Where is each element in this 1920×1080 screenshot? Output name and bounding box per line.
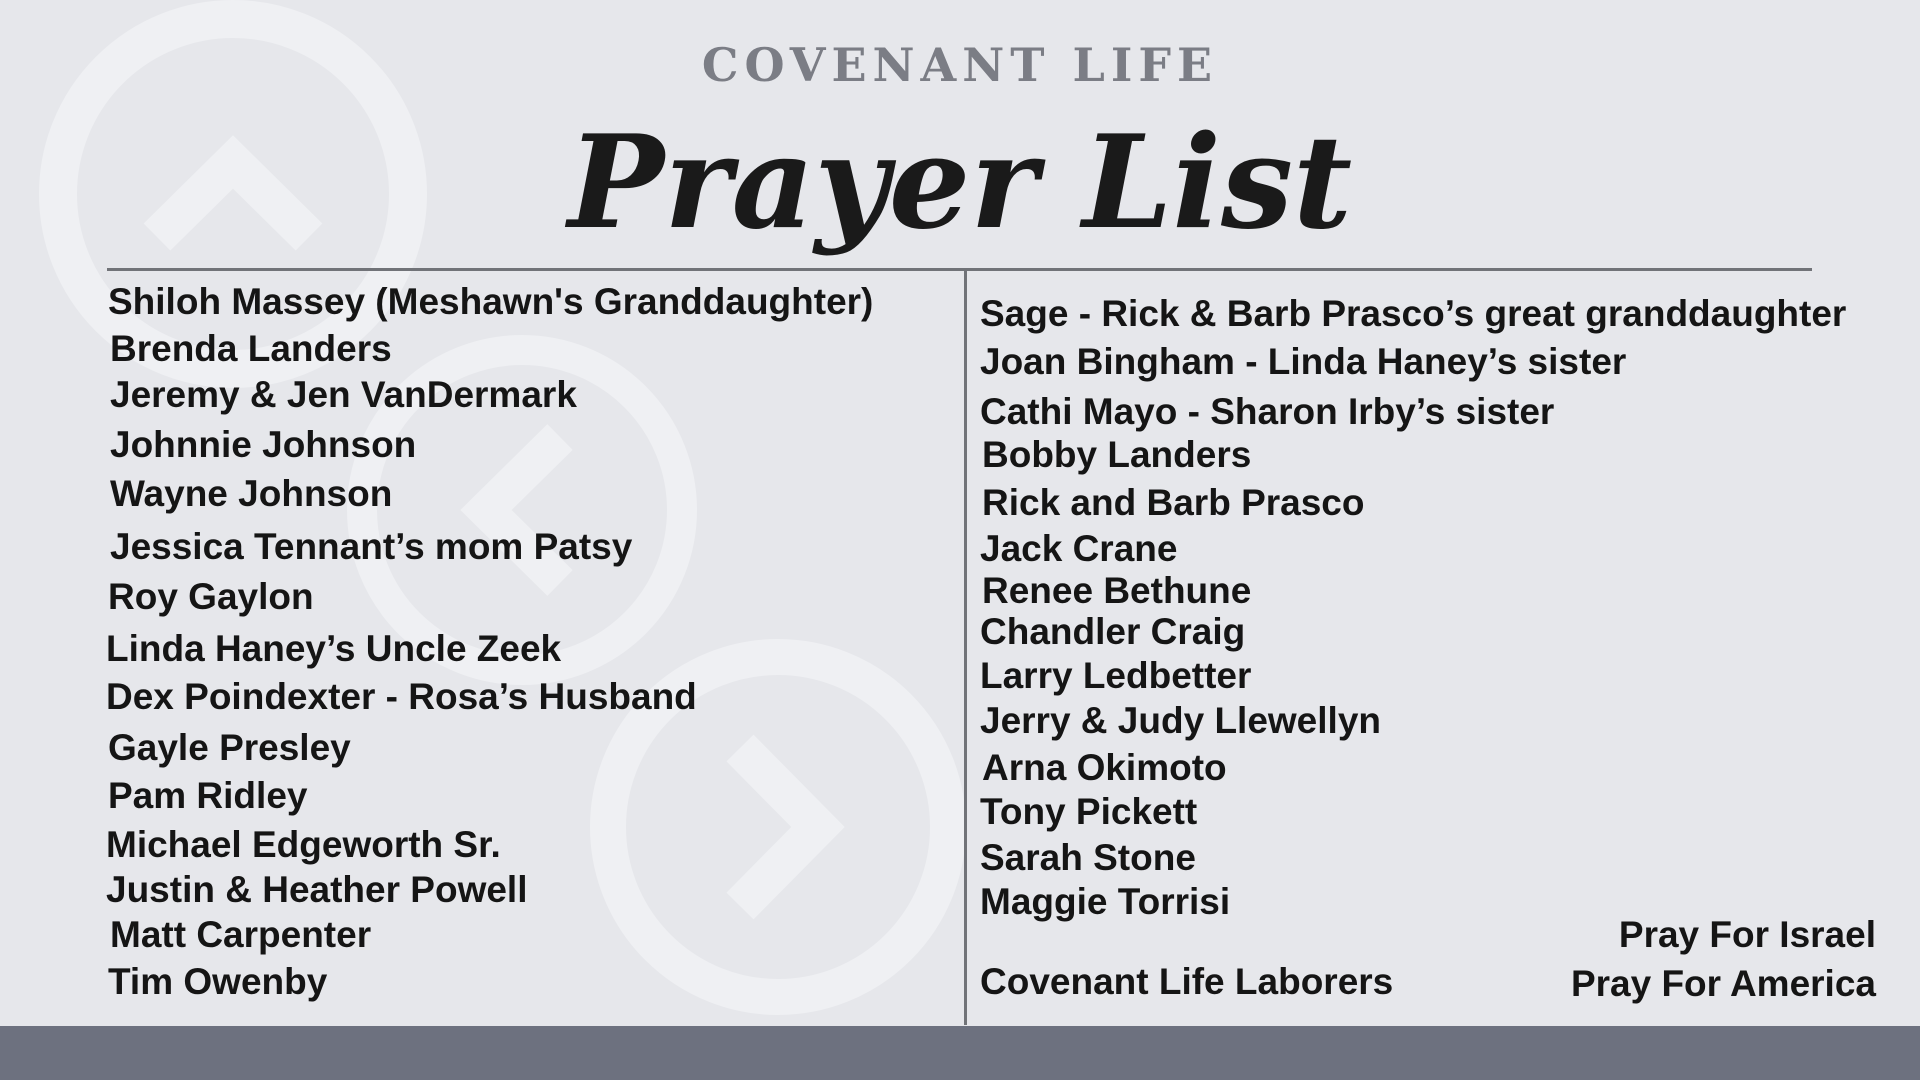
right-list-item: Larry Ledbetter (980, 655, 1252, 696)
right-list-item: Joan Bingham - Linda Haney’s sister (980, 341, 1627, 382)
right-list-item: Renee Bethune (982, 570, 1252, 611)
right-list-item: Jack Crane (980, 528, 1178, 569)
left-list-item: Brenda Landers (110, 328, 392, 369)
page-title: Prayer List (567, 108, 1353, 258)
right-list-item: Covenant Life Laborers (980, 961, 1394, 1002)
left-list-item: Gayle Presley (108, 727, 351, 768)
left-list-item: Jeremy & Jen VanDermark (110, 374, 577, 415)
pray-for-israel: Pray For Israel (1618, 914, 1876, 955)
right-list-item: Cathi Mayo - Sharon Irby’s sister (980, 391, 1555, 432)
left-list-item: Dex Poindexter - Rosa’s Husband (106, 676, 697, 717)
column-divider (964, 270, 967, 1025)
right-list-item: Rick and Barb Prasco (982, 482, 1365, 523)
left-list-item: Justin & Heather Powell (106, 869, 528, 910)
left-list-item: Tim Owenby (108, 961, 328, 1002)
right-list-item: Sage - Rick & Barb Prasco’s great granddaughter (980, 293, 1847, 334)
right-list-item: Chandler Craig (980, 611, 1246, 652)
right-list-item: Tony Pickett (980, 791, 1198, 832)
left-list-item: Wayne Johnson (110, 473, 393, 514)
right-list-item: Maggie Torrisi (980, 881, 1231, 922)
header-divider (107, 268, 1812, 271)
left-list-item: Jessica Tennant’s mom Patsy (110, 526, 633, 567)
left-list-item: Pam Ridley (108, 775, 308, 816)
left-list-item: Shiloh Massey (Meshawn's Granddaughter) (108, 281, 874, 322)
right-list-item: Sarah Stone (980, 837, 1196, 878)
left-list-item: Linda Haney’s Uncle Zeek (106, 628, 562, 669)
left-list-item: Matt Carpenter (110, 914, 372, 955)
church-name: COVENANT LIFE (701, 38, 1219, 92)
pray-for-america: Pray For America (1570, 963, 1876, 1004)
left-list-item: Michael Edgeworth Sr. (106, 824, 501, 865)
right-list-item: Jerry & Judy Llewellyn (980, 700, 1382, 741)
left-list-item: Johnnie Johnson (110, 424, 417, 465)
left-list-item: Roy Gaylon (108, 576, 314, 617)
right-list-item: Bobby Landers (982, 434, 1252, 475)
footer-bar (0, 1026, 1920, 1080)
right-list-item: Arna Okimoto (982, 747, 1227, 788)
